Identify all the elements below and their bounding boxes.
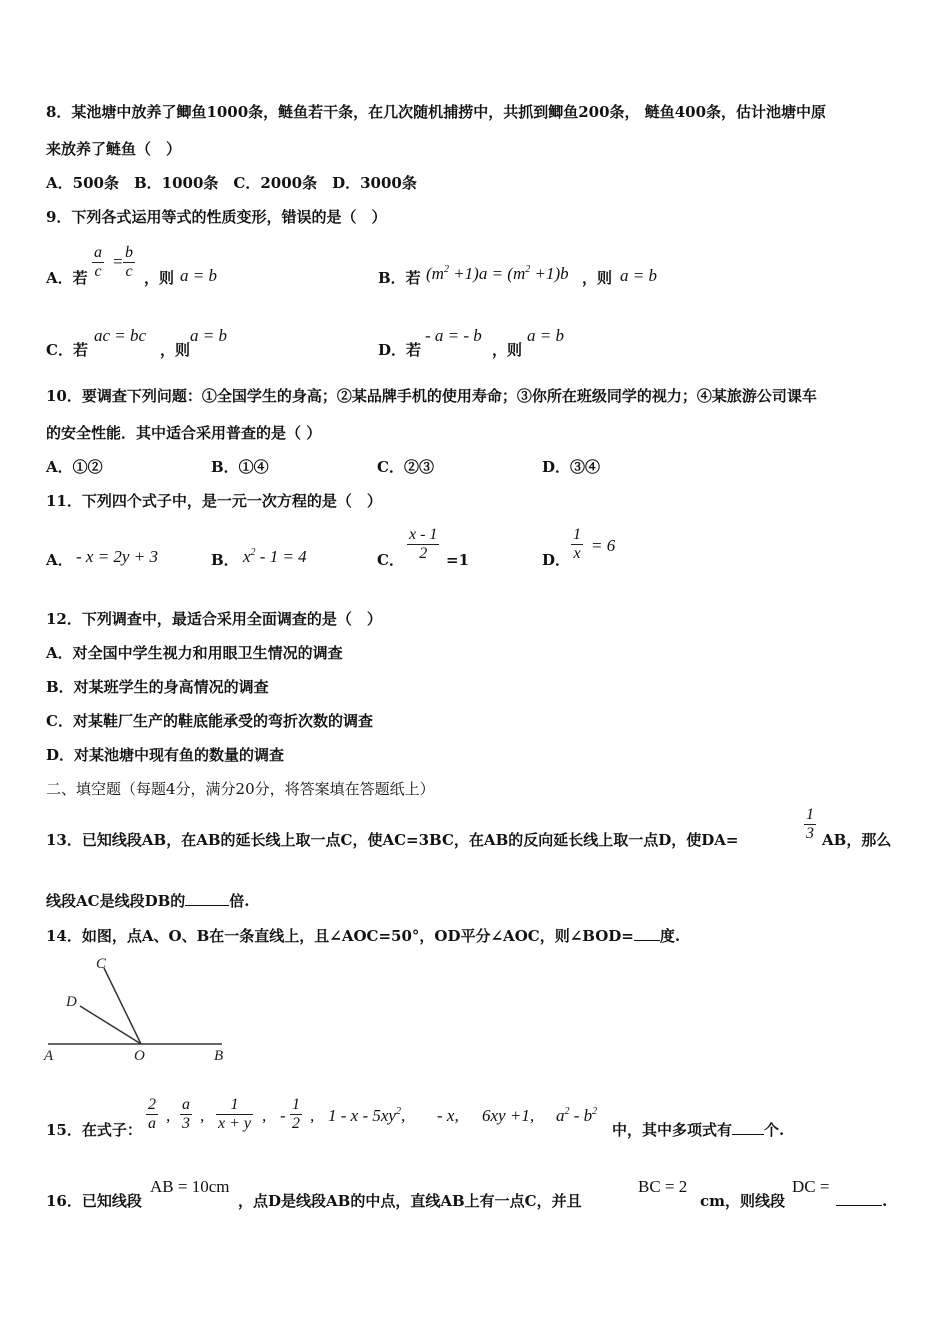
q15-expr-6: - x, <box>437 1106 459 1125</box>
denominator: 3 <box>806 825 814 842</box>
q15-expr-5: 1 - x - $5xy^2$, <box>328 1106 406 1125</box>
q12-option-c: C．对某鞋厂生产的鞋底能承受的弯折次数的调查 <box>46 712 373 730</box>
q11-d-tail: = 6 <box>591 536 616 555</box>
q13-line1-part2: AB，那么 <box>822 831 892 849</box>
q15-sep-4: , <box>310 1106 315 1125</box>
q16-tail: . <box>836 1191 887 1211</box>
q9-stem: 9．下列各式运用等式的性质变形，错误的是（ ） <box>46 208 387 226</box>
answer-blank <box>732 1120 764 1135</box>
q16-part2: ，点D是线段AB的中点，直线AB上有一点C，并且 <box>238 1192 582 1210</box>
numerator: 1 <box>292 1096 300 1113</box>
denominator: 3 <box>182 1115 190 1132</box>
q15-sep-2: , <box>200 1106 205 1125</box>
q14-text: 14．如图，点A、O、B在一条直线上，且∠AOC=50°，OD平分∠AOC，则∠BOD= 度. <box>46 927 681 945</box>
q10-option-a: A．①② <box>46 458 103 476</box>
q15-expr-1 <box>146 1096 158 1133</box>
answer-blank <box>836 1191 882 1206</box>
label-a: A <box>44 1048 54 1064</box>
label-d: D <box>66 994 77 1010</box>
answer-blank <box>634 926 660 941</box>
denominator: 2 <box>407 544 439 563</box>
q13-line1-part1: 13．已知线段AB，在AB的延长线上取一点C，使AC=3BC，在AB的反向延长线上取一点D，使DA= <box>46 831 739 849</box>
q9-a-fraction-2 <box>123 244 135 281</box>
q12-option-d: D．对某池塘中现有鱼的数量的调查 <box>46 746 285 764</box>
q11-option-a-label: A． <box>46 551 73 569</box>
q9-c-expression: ac = bc <box>94 326 147 345</box>
q10-option-c: C．②③ <box>377 458 434 476</box>
q15-tail: 中，其中多项式有 个. <box>612 1121 785 1139</box>
q15-sep-1: , <box>166 1106 171 1125</box>
label-c: C <box>96 956 107 972</box>
q9-d-then: ，则 <box>492 341 523 359</box>
denominator: c <box>123 262 135 281</box>
q9-a-equals: = <box>112 252 124 271</box>
q11-option-c-label: C． <box>377 551 404 569</box>
q11-b-expression: $x^2 - 1 = 4$ <box>243 547 307 566</box>
denominator: 2 <box>292 1115 300 1132</box>
q8-line1: 8．某池塘中放养了鲫鱼1000条，鲢鱼若干条，在几次随机捕捞中，共抓到鲫鱼200条， 鲢鱼400条，估计池塘中原 <box>46 103 827 121</box>
q15-expr-2 <box>180 1096 192 1133</box>
numerator: 1 <box>230 1096 239 1113</box>
q9-c-then: ，则 <box>160 341 191 359</box>
denominator: c <box>92 262 104 281</box>
q15-expr-4-sign: - <box>280 1106 286 1125</box>
numerator: b <box>125 244 133 261</box>
q10-option-d: D．③④ <box>542 458 601 476</box>
numerator: a <box>182 1096 190 1113</box>
q16-dc-expression: DC = <box>792 1177 830 1196</box>
q10-line2: 的安全性能．其中适合采用普查的是（ ） <box>46 424 322 442</box>
q12-option-b: B．对某班学生的身高情况的调查 <box>46 678 269 696</box>
q9-a-result: a = b <box>180 266 217 285</box>
q16-ab-expression: AB = 10cm <box>150 1177 230 1196</box>
q12-stem: 12．下列调查中，最适合采用全面调查的是（ ） <box>46 610 382 628</box>
numerator: 1 <box>806 806 814 823</box>
q9-b-expression: $(m^2 +1)a = (m^2 +1)b$ <box>426 264 569 283</box>
q8-line2: 来放养了鲢鱼（ ） <box>46 140 182 158</box>
label-o: O <box>134 1048 145 1064</box>
q11-option-d-label: D． <box>542 551 571 569</box>
q11-a-expression: - x = 2y + 3 <box>76 547 158 566</box>
q11-c-tail: =1 <box>446 551 470 569</box>
q15-sep-3: , <box>262 1106 267 1125</box>
label-b: B <box>214 1048 224 1064</box>
section-heading: 二、填空题（每题4分，满分20分，将答案填在答题纸上） <box>46 780 435 798</box>
denominator: a <box>148 1115 156 1132</box>
numerator: a <box>94 244 102 261</box>
numerator: x - 1 <box>409 526 438 543</box>
q11-d-fraction <box>571 526 583 563</box>
q12-option-a: A．对全国中学生视力和用眼卫生情况的调查 <box>46 644 343 662</box>
q10-line1: 10．要调查下列问题：①全国学生的身高；②某品牌手机的使用寿命；③你所在班级同学的视力；④某旅游公司课车 <box>46 387 817 405</box>
q9-d-result: a = b <box>527 326 564 345</box>
q9-option-c-label: C．若 <box>46 341 88 359</box>
q11-c-fraction <box>407 526 439 563</box>
q16-bc-expression: BC = 2 <box>638 1177 688 1196</box>
angle-figure <box>40 950 240 1065</box>
q16-part3: cm，则线段 <box>700 1192 786 1210</box>
q15-label: 15．在式子： <box>46 1121 142 1139</box>
q15-expr-8: $a^2 - b^2$ <box>556 1106 598 1125</box>
q9-b-then: ，则 <box>582 269 613 287</box>
answer-blank <box>185 891 229 906</box>
denominator: x <box>571 544 583 563</box>
q9-a-fraction-1 <box>92 244 104 281</box>
q15-expr-4 <box>290 1096 302 1133</box>
numerator: 2 <box>148 1096 156 1113</box>
q9-c-result: a = b <box>190 326 227 345</box>
denominator: x + y <box>218 1115 251 1132</box>
q13-line2: 线段AC是线段DB的 倍. <box>46 892 250 910</box>
q9-b-result: a = b <box>620 266 657 285</box>
q15-expr-3 <box>216 1096 253 1133</box>
q15-expr-7: 6xy +1, <box>482 1106 535 1125</box>
q9-option-d-label: D．若 <box>378 341 422 359</box>
q9-option-b-label: B．若 <box>378 269 421 287</box>
numerator: 1 <box>573 526 581 543</box>
q10-option-b: B．①④ <box>211 458 269 476</box>
q9-d-expression: - a = - b <box>425 326 482 345</box>
q11-stem: 11．下列四个式子中，是一元一次方程的是（ ） <box>46 492 382 510</box>
q16-part1: 16．已知线段 <box>46 1192 142 1210</box>
q9-a-then: ，则 <box>144 269 175 287</box>
q8-options: A．500条 B．1000条 C．2000条 D．3000条 <box>46 174 417 192</box>
q13-fraction <box>804 806 816 843</box>
q9-option-a-label: A．若 <box>46 269 88 287</box>
q11-option-b-label: B． <box>211 551 239 569</box>
